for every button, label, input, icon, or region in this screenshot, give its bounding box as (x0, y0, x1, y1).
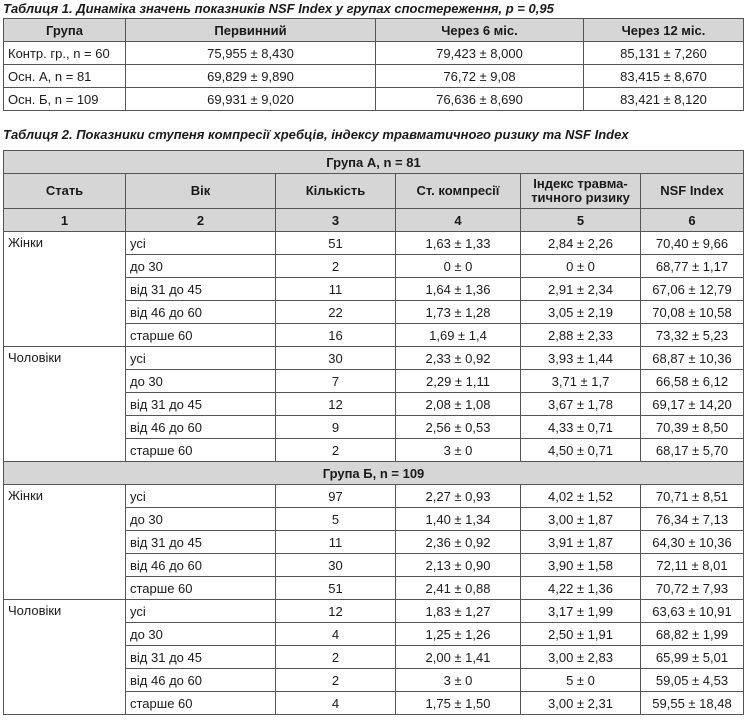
table1-caption: Таблиця 1. Динаміка значень показників NSF Index у групах спостереження, р = 0,95 (3, 1, 554, 16)
table2-header-cell: NSF Index (641, 174, 744, 209)
table1-header-cell: Через 12 міс. (584, 19, 744, 42)
sex-label-cell: Жінки (4, 232, 126, 347)
age-cell: від 46 до 60 (126, 416, 276, 439)
value-cell: 70,71 ± 8,51 (641, 485, 744, 508)
table1-header-cell: Через 6 міс. (376, 19, 584, 42)
age-cell: від 31 до 45 (126, 393, 276, 416)
value-cell: 4 (276, 623, 396, 646)
age-cell: старше 60 (126, 692, 276, 715)
value-cell: 1,64 ± 1,36 (396, 278, 521, 301)
value-cell: 68,77 ± 1,17 (641, 255, 744, 278)
value-cell: 66,58 ± 6,12 (641, 370, 744, 393)
table2 (3, 150, 744, 715)
value-cell: 3,05 ± 2,19 (521, 301, 641, 324)
table-row (4, 65, 744, 88)
group-label-cell: Осн. А, n = 81 (4, 65, 126, 88)
age-cell: старше 60 (126, 324, 276, 347)
age-cell: усі (126, 347, 276, 370)
table-row (4, 88, 744, 111)
value-cell: 2,41 ± 0,88 (396, 577, 521, 600)
table-row (4, 42, 744, 65)
age-cell: від 31 до 45 (126, 278, 276, 301)
value-cell: 3 ± 0 (396, 669, 521, 692)
value-cell: 68,82 ± 1,99 (641, 623, 744, 646)
value-cell: 70,40 ± 9,66 (641, 232, 744, 255)
value-cell: 83,415 ± 8,670 (584, 65, 744, 88)
value-cell: 79,423 ± 8,000 (376, 42, 584, 65)
column-number-cell: 1 (4, 209, 126, 232)
value-cell: 64,30 ± 10,36 (641, 531, 744, 554)
value-cell: 67,06 ± 12,79 (641, 278, 744, 301)
value-cell: 22 (276, 301, 396, 324)
value-cell: 3,17 ± 1,99 (521, 600, 641, 623)
value-cell: 1,75 ± 1,50 (396, 692, 521, 715)
column-number-cell: 5 (521, 209, 641, 232)
value-cell: 75,955 ± 8,430 (126, 42, 376, 65)
value-cell: 76,34 ± 7,13 (641, 508, 744, 531)
table1 (3, 18, 744, 111)
sex-label-cell: Чоловіки (4, 600, 126, 715)
value-cell: 4,50 ± 0,71 (521, 439, 641, 462)
value-cell: 1,40 ± 1,34 (396, 508, 521, 531)
value-cell: 69,829 ± 9,890 (126, 65, 376, 88)
value-cell: 2,27 ± 0,93 (396, 485, 521, 508)
value-cell: 1,63 ± 1,33 (396, 232, 521, 255)
table1-header-cell: Первинний (126, 19, 376, 42)
age-cell: від 46 до 60 (126, 554, 276, 577)
value-cell: 76,72 ± 9,08 (376, 65, 584, 88)
value-cell: 4 (276, 692, 396, 715)
group-title-row (4, 151, 744, 174)
value-cell: 73,32 ± 5,23 (641, 324, 744, 347)
value-cell: 70,39 ± 8,50 (641, 416, 744, 439)
age-cell: до 30 (126, 255, 276, 278)
age-cell: старше 60 (126, 439, 276, 462)
age-cell: до 30 (126, 370, 276, 393)
value-cell: 4,22 ± 1,36 (521, 577, 641, 600)
group-label-cell: Контр. гр., n = 60 (4, 42, 126, 65)
age-cell: усі (126, 232, 276, 255)
value-cell: 3,93 ± 1,44 (521, 347, 641, 370)
value-cell: 85,131 ± 7,260 (584, 42, 744, 65)
value-cell: 2,88 ± 2,33 (521, 324, 641, 347)
table2-body (4, 151, 744, 715)
age-cell: від 46 до 60 (126, 301, 276, 324)
age-cell: від 31 до 45 (126, 531, 276, 554)
value-cell: 2 (276, 669, 396, 692)
value-cell: 97 (276, 485, 396, 508)
value-cell: 59,55 ± 18,48 (641, 692, 744, 715)
column-number-cell: 3 (276, 209, 396, 232)
table2-header-row (4, 174, 744, 209)
value-cell: 68,17 ± 5,70 (641, 439, 744, 462)
value-cell: 2 (276, 255, 396, 278)
value-cell: 1,69 ± 1,4 (396, 324, 521, 347)
column-number-cell: 2 (126, 209, 276, 232)
value-cell: 69,17 ± 14,20 (641, 393, 744, 416)
value-cell: 12 (276, 600, 396, 623)
table2-header-cell: Ст. компресії (396, 174, 521, 209)
value-cell: 0 ± 0 (396, 255, 521, 278)
value-cell: 1,83 ± 1,27 (396, 600, 521, 623)
value-cell: 51 (276, 232, 396, 255)
value-cell: 7 (276, 370, 396, 393)
value-cell: 3,91 ± 1,87 (521, 531, 641, 554)
value-cell: 30 (276, 554, 396, 577)
value-cell: 3,67 ± 1,78 (521, 393, 641, 416)
table-row (4, 347, 744, 370)
table-row (4, 600, 744, 623)
age-cell: усі (126, 485, 276, 508)
value-cell: 3,00 ± 1,87 (521, 508, 641, 531)
value-cell: 2,84 ± 2,26 (521, 232, 641, 255)
age-cell: усі (126, 600, 276, 623)
value-cell: 2,56 ± 0,53 (396, 416, 521, 439)
value-cell: 30 (276, 347, 396, 370)
group-title-cell: Група Б, n = 109 (4, 462, 744, 485)
value-cell: 68,87 ± 10,36 (641, 347, 744, 370)
table1-header-row (4, 19, 744, 42)
age-cell: від 31 до 45 (126, 646, 276, 669)
age-cell: до 30 (126, 623, 276, 646)
value-cell: 11 (276, 278, 396, 301)
group-title-row (4, 462, 744, 485)
table2-header-cell: Індекс травма-тичного ризику (521, 174, 641, 209)
value-cell: 4,02 ± 1,52 (521, 485, 641, 508)
value-cell: 2,91 ± 2,34 (521, 278, 641, 301)
table2-caption: Таблиця 2. Показники ступеня компресії хребців, індексу травматичного ризику та NSF Index (3, 127, 629, 142)
value-cell: 70,08 ± 10,58 (641, 301, 744, 324)
value-cell: 2,36 ± 0,92 (396, 531, 521, 554)
value-cell: 5 ± 0 (521, 669, 641, 692)
value-cell: 1,73 ± 1,28 (396, 301, 521, 324)
value-cell: 5 (276, 508, 396, 531)
value-cell: 9 (276, 416, 396, 439)
value-cell: 3 ± 0 (396, 439, 521, 462)
value-cell: 4,33 ± 0,71 (521, 416, 641, 439)
table2-header-cell: Вік (126, 174, 276, 209)
value-cell: 2 (276, 646, 396, 669)
value-cell: 2 (276, 439, 396, 462)
value-cell: 70,72 ± 7,93 (641, 577, 744, 600)
value-cell: 12 (276, 393, 396, 416)
value-cell: 2,50 ± 1,91 (521, 623, 641, 646)
value-cell: 2,33 ± 0,92 (396, 347, 521, 370)
age-cell: старше 60 (126, 577, 276, 600)
age-cell: до 30 (126, 508, 276, 531)
value-cell: 0 ± 0 (521, 255, 641, 278)
value-cell: 65,99 ± 5,01 (641, 646, 744, 669)
table2-header-cell: Стать (4, 174, 126, 209)
sex-label-cell: Чоловіки (4, 347, 126, 462)
value-cell: 2,13 ± 0,90 (396, 554, 521, 577)
value-cell: 69,931 ± 9,020 (126, 88, 376, 111)
value-cell: 16 (276, 324, 396, 347)
value-cell: 72,11 ± 8,01 (641, 554, 744, 577)
value-cell: 83,421 ± 8,120 (584, 88, 744, 111)
group-title-cell: Група А, n = 81 (4, 151, 744, 174)
value-cell: 3,00 ± 2,31 (521, 692, 641, 715)
table1-body (4, 42, 744, 111)
table2-header-cell: Кількість (276, 174, 396, 209)
value-cell: 1,25 ± 1,26 (396, 623, 521, 646)
sex-label-cell: Жінки (4, 485, 126, 600)
value-cell: 2,08 ± 1,08 (396, 393, 521, 416)
value-cell: 2,29 ± 1,11 (396, 370, 521, 393)
column-number-cell: 4 (396, 209, 521, 232)
table-row (4, 485, 744, 508)
value-cell: 3,90 ± 1,58 (521, 554, 641, 577)
column-number-cell: 6 (641, 209, 744, 232)
age-cell: від 46 до 60 (126, 669, 276, 692)
value-cell: 76,636 ± 8,690 (376, 88, 584, 111)
value-cell: 59,05 ± 4,53 (641, 669, 744, 692)
table1-header-cell: Група (4, 19, 126, 42)
value-cell: 11 (276, 531, 396, 554)
value-cell: 3,00 ± 2,83 (521, 646, 641, 669)
group-label-cell: Осн. Б, n = 109 (4, 88, 126, 111)
column-number-row (4, 209, 744, 232)
value-cell: 2,00 ± 1,41 (396, 646, 521, 669)
value-cell: 63,63 ± 10,91 (641, 600, 744, 623)
value-cell: 51 (276, 577, 396, 600)
table-row (4, 232, 744, 255)
value-cell: 3,71 ± 1,7 (521, 370, 641, 393)
